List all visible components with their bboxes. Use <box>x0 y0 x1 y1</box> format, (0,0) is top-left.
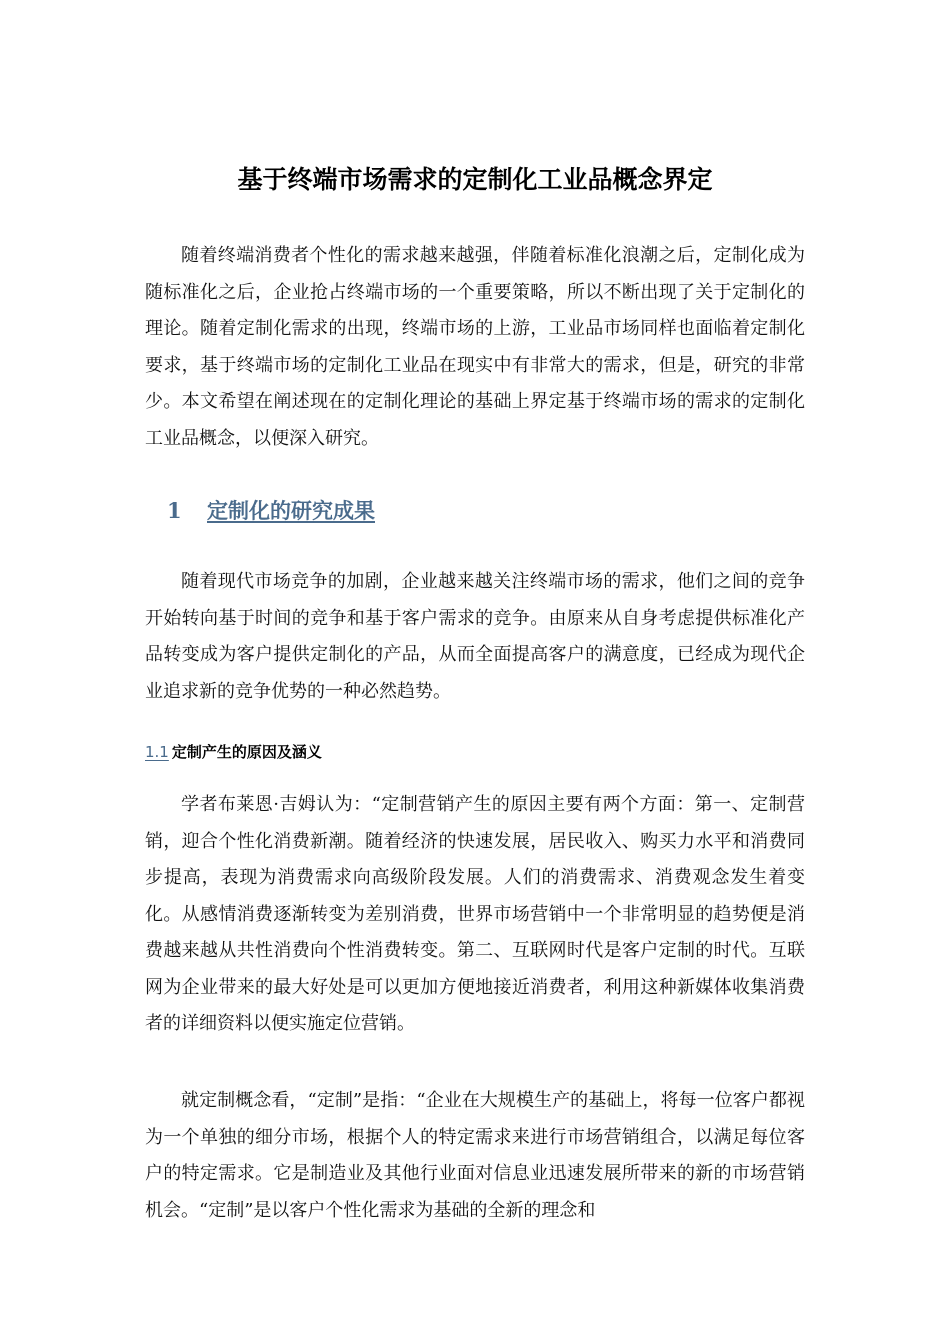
subsection-paragraph-2: 就定制概念看，“定制”是指：“企业在大规模生产的基础上，将每一位客户都视为一个单独的细分市场，根据个人的特定需求来进行市场营销组合，以满足每位客户的特定需求。它是制造业及其他行业面对信息业迅速发展所带来的新的市场营销机会。“定制”是以客户个性化需求为基础的全新的理念和 <box>145 1090 805 1221</box>
intro-paragraph: 随着终端消费者个性化的需求越来越强，伴随着标准化浪潮之后，定制化成为随标准化之后，企业抢占终端市场的一个重要策略，所以不断出现了关于定制化的理论。随着定制化需求的出现，终端市场的上游，工业品市场同样也面临着定制化要求，基于终端市场的定制化工业品在现实中有非常大的需求，但是，研究的非常少。本文希望在阐述现在的定制化理论的基础上界定基于终端市场的需求的定制化工业品概念，以便深入研究。 <box>145 245 805 449</box>
subsection-number[interactable]: 1.1 <box>145 743 169 761</box>
subsection-title: 定制产生的原因及涵义 <box>171 743 322 761</box>
section-heading-1[interactable] <box>167 496 375 526</box>
section-title: 定制化的研究成果 <box>207 498 375 523</box>
subsection-paragraph-1: 学者布莱恩·吉姆认为：“定制营销产生的原因主要有两个方面：第一、定制营销，迎合个性化消费新潮。随着经济的快速发展，居民收入、购买力水平和消费同步提高，表现为消费需求向高级阶段发展。人们的消费需求、消费观念发生着变化。从感情消费逐渐转变为差别消费，世界市场营销中一个非常明显的趋势便是消费越来越从共性消费向个性消费转变。第二、互联网时代是客户定制的时代。互联网为企业带来的最大好处是可以更加方便地接近消费者，利用这种新媒体收集消费者的详细资料以便实施定位营销。 <box>145 794 805 1034</box>
section-number: 1 <box>167 498 182 523</box>
section-1-paragraph: 随着现代市场竞争的加剧，企业越来越关注终端市场的需求，他们之间的竞争开始转向基于时间的竞争和基于客户需求的竞争。由原来从自身考虑提供标准化产品转变成为客户提供定制化的产品，从而全面提高客户的满意度，已经成为现代企业追求新的竞争优势的一种必然趋势。 <box>145 571 805 702</box>
subsection-heading-1-1 <box>145 740 322 764</box>
document-title: 基于终端市场需求的定制化工业品概念界定 <box>237 165 713 194</box>
